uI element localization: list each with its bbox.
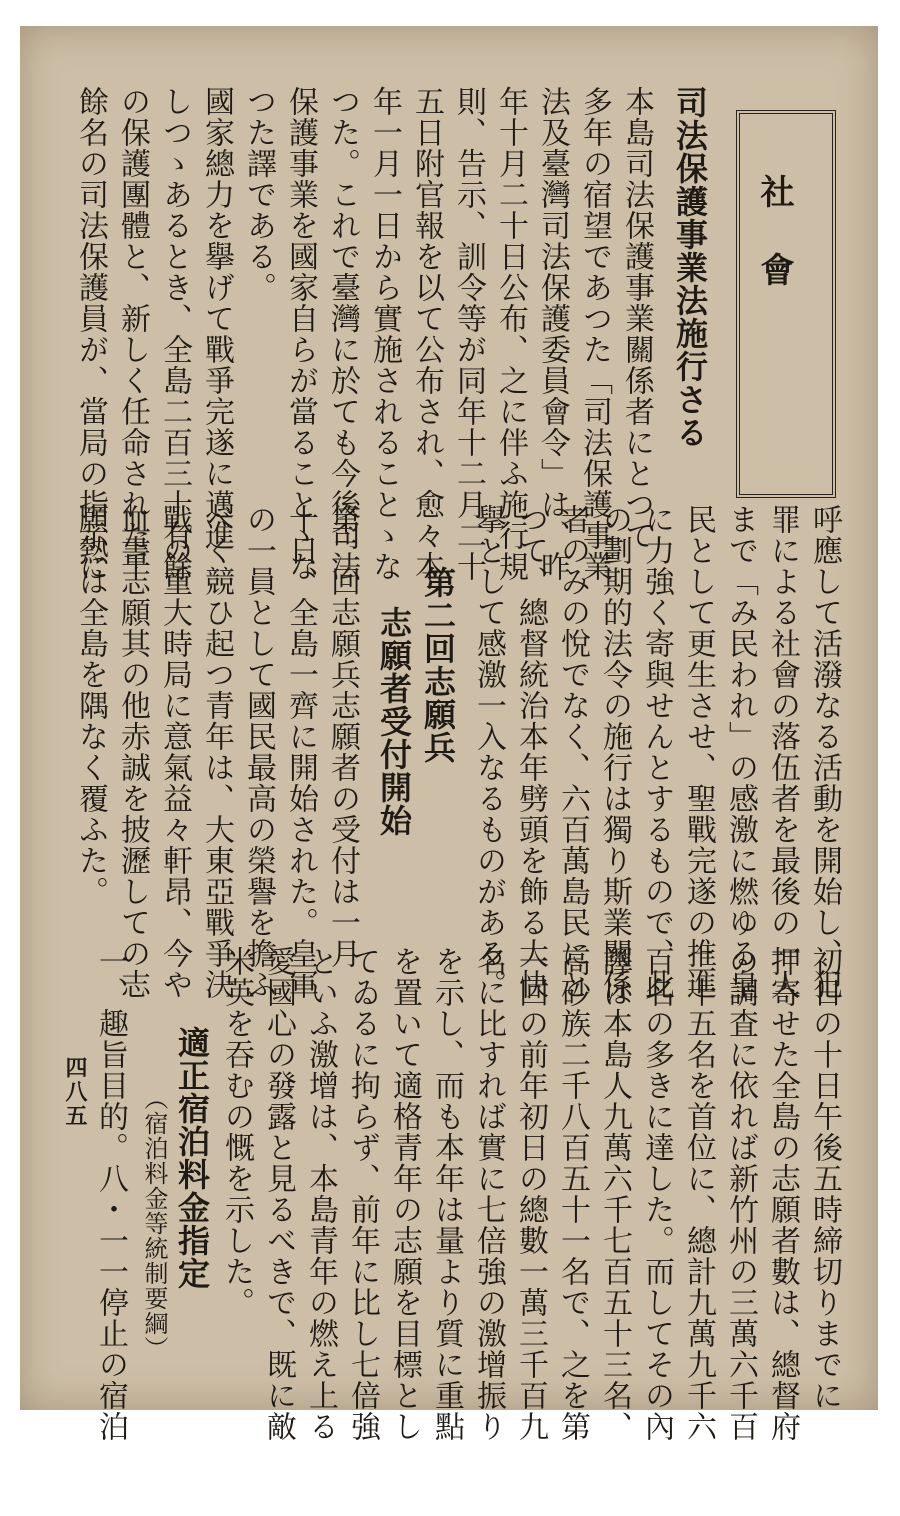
article2-mid-col-3: の一員として國民最高の榮譽を擔ふ — [241, 504, 276, 1000]
article1-col-6: 五日附官報を以て公布され、愈々本 — [409, 86, 444, 582]
article1-col-13: の保護團體と、新しく任命された千 — [115, 86, 150, 582]
article1-mid-col-7: 者のみの悅でなく、六百萬島民にと — [555, 504, 590, 1000]
article2-bot-col-14: 愛國心の發露と見るべきで、既に敵 — [261, 946, 296, 1442]
article2-bot-col-9: 名に比すれば實に七倍強の激增振り — [471, 946, 506, 1442]
article1-mid-col-2: 罪による社會の落伍者を最後の一人 — [765, 504, 800, 1000]
article3-subtitle: （宿泊料金等統制要綱） — [140, 1086, 168, 1361]
article2-title-line1: 第二回志願兵 — [419, 566, 457, 764]
article2-bot-col-15: 米英を吞むの慨を示した。 — [219, 946, 254, 1318]
article1-col-9: 保護事業を國家自らが當ることゝな — [283, 86, 318, 582]
article2-bot-col-5: 百名の多きに達した。而してその內 — [639, 946, 674, 1442]
article2-bot-col-10: を示し、而も本年は量より質に重點 — [429, 946, 464, 1442]
article1-col-10: つた譯である。 — [241, 86, 276, 303]
article2-bot-col-8: 一回の前年初日の總數一萬三千百九 — [513, 946, 548, 1442]
article1-mid-col-3: まで「み民われ」の感激に燃ゆる皇 — [723, 504, 758, 1000]
article1-title: 司法保護事業法施行さる — [671, 86, 709, 449]
article2-mid-col-4: べく競ひ起つ青年は、大東亞戰爭決 — [199, 504, 234, 1000]
article1-col-14: 餘名の司法保護員が、當局の指示に — [73, 86, 108, 582]
article1-col-2: 多年の宿望であつた「司法保護事業 — [577, 86, 612, 582]
article1-col-12: しつゝあるとき、全島二百三十有餘 — [157, 86, 192, 582]
article3-col-1: 一、趣旨目的。八・一一停止の宿泊 — [93, 946, 128, 1442]
article2-bot-col-7: 高砂族二千八百五十一名で、之を第 — [555, 946, 590, 1442]
article2-bot-col-3: の調査に依れば新竹州の三萬六千百 — [723, 946, 758, 1442]
section-title-box — [736, 110, 836, 498]
article1-mid-col-4: 民として更生させ、聖戰完遂の推進 — [681, 504, 716, 1000]
article1-mid-col-1: 呼應して活潑なる活動を開始し、犯 — [807, 504, 842, 1000]
article1-col-11: 國家總力を擧げて戰爭完遂に邁進 — [199, 86, 234, 551]
article2-bot-col-13: といふ激增は、本島青年の燃え上る — [303, 946, 338, 1442]
article2-bot-col-6: 譯は本島人九萬六千七百五十三名、 — [597, 946, 632, 1442]
page-paper — [20, 26, 878, 1442]
article2-bot-col-2: 押寄せた全島の志願者數は、總督府 — [765, 946, 800, 1442]
section-title: 社會 — [754, 174, 794, 330]
page-number: 四八五 — [62, 1056, 88, 1128]
article1-col-4: 年十月二十日公布、之に伴ふ施行規 — [493, 86, 528, 582]
article1-mid-col-8: つて、總督統治本年劈頭を飾る大快 — [513, 504, 548, 1000]
article1-mid-col-5: に力強く寄與せんとするもので、此 — [639, 504, 674, 1000]
article1-mid-col-9: 擧として感激一入なるものがある。 — [471, 504, 506, 1000]
article2-mid-col-1: 第二回志願兵志願者の受付は一月 — [325, 504, 360, 969]
article2-mid-col-6: 血書志願其の他赤誠を披瀝しての志 — [115, 504, 150, 1000]
article1-col-8: つた。これで臺灣に於ても今後司法 — [325, 86, 360, 582]
article2-bot-col-11: を置いて適格青年の志願を目標とし — [387, 946, 422, 1442]
article2-bot-col-12: てゐるに拘らず、前年に比し七倍強 — [345, 946, 380, 1442]
article2-title-line2: 志願者受付開始 — [375, 606, 413, 837]
article2-mid-col-7: 願熱は全島を隅なく覆ふた。 — [73, 504, 108, 907]
article1-col-7: 年一月一日から實施されることゝな — [367, 86, 402, 582]
article2-bot-col-1: 初日の十日午後五時締切りまでに — [807, 946, 842, 1411]
article2-bot-col-4: 二十五名を首位に、總計九萬九千六 — [681, 946, 716, 1442]
article1-col-1: 本島司法保護事業關係者にとつて — [619, 86, 654, 551]
article1-col-5: 則、告示、訓令等が同年十二月二十 — [451, 86, 486, 582]
article2-mid-col-5: 戰の重大時局に意氣益々軒昂、今や — [157, 504, 192, 1000]
article1-col-3: 法及臺灣司法保護委員會令」は、昨 — [535, 86, 570, 582]
article1-mid-col-6: の劃期的法令の施行は獨り斯業關係 — [597, 504, 632, 1000]
article2-mid-col-2: 十日、全島一齊に開始された。皇軍 — [283, 504, 318, 1000]
article3-title: 適正宿泊料金指定 — [173, 1026, 211, 1290]
